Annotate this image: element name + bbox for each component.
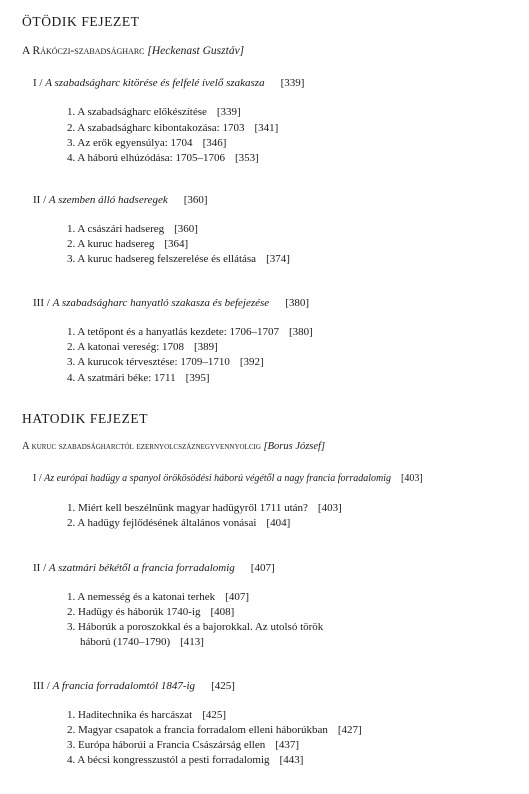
toc-item: 1. A szabadságharc előkészítése [339]	[67, 106, 241, 118]
toc-item: 2. A katonai vereség: 1708 [389]	[67, 341, 218, 353]
toc-item: 4. A szatmári béke: 1711 [395]	[67, 372, 210, 384]
part-heading: II / A szatmári békétől a francia forradalomig [407]	[33, 562, 275, 574]
part-heading: II / A szemben álló hadseregek [360]	[33, 194, 208, 206]
part-heading: III / A szabadságharc hanyatló szakasza és befejezése [380]	[33, 297, 310, 309]
toc-item: 4. A bécsi kongresszustól a pesti forradalomig [443]	[67, 754, 304, 766]
toc-item: 2. A kuruc hadsereg [364]	[67, 238, 189, 250]
chapter-heading: ÖTÖDIK FEJEZET	[22, 14, 140, 29]
part-heading: I / A szabadságharc kitörése és felfelé ívelő szakasza [339]	[33, 77, 305, 89]
toc-item: 1. A nemesség és a katonai terhek [407]	[67, 591, 249, 603]
book-title: A kuruc szabadságharctól ezernyolcszáznegyvennyolcig [Borus József]	[22, 441, 326, 452]
toc-item: 1. Miért kell beszélnünk magyar hadügyről 1711 után? [403]	[67, 502, 342, 514]
chapter-heading: HATODIK FEJEZET	[22, 411, 149, 426]
toc-item: 1. Haditechnika és harcászat [425]	[67, 709, 227, 721]
toc-item: 2. A szabadságharc kibontakozása: 1703 [341]	[67, 122, 279, 134]
book-title: A Rákóczi-szabadságharc [Heckenast Gusztáv]	[22, 45, 245, 57]
toc-item: 3. A kuruc hadsereg felszerelése és ellátása [374]	[67, 253, 290, 265]
toc-item: 1. A tetőpont és a hanyatlás kezdete: 1706–1707 [380]	[67, 326, 313, 338]
part-heading: I / Az európai hadügy a spanyol örökösödési háború végétől a nagy francia forradalomig [403]	[33, 473, 423, 484]
toc-item-continuation: háború (1740–1790) [413]	[80, 636, 204, 648]
part-heading: III / A francia forradalomtól 1847-ig [425]	[33, 680, 235, 692]
toc-item: 3. Európa háborúi a Francia Császárság ellen [437]	[67, 739, 300, 751]
toc-item: 2. A hadügy fejlődésének általános vonásai [404]	[67, 517, 291, 529]
toc-item: 2. Magyar csapatok a francia forradalom elleni háborúkban [427]	[67, 724, 362, 736]
toc-item: 2. Hadügy és háborúk 1740-ig [408]	[67, 606, 235, 618]
toc-item: 3. Az erők egyensúlya: 1704 [346]	[67, 137, 227, 149]
toc-item: 3. A kurucok térvesztése: 1709–1710 [392]	[67, 356, 264, 368]
toc-item: 4. A háború elhúzódása: 1705–1706 [353]	[67, 152, 259, 164]
toc-item: 1. A császári hadsereg [360]	[67, 223, 198, 235]
toc-item: 3. Háborúk a poroszokkal és a bajorokkal. Az utolsó török	[67, 621, 324, 633]
